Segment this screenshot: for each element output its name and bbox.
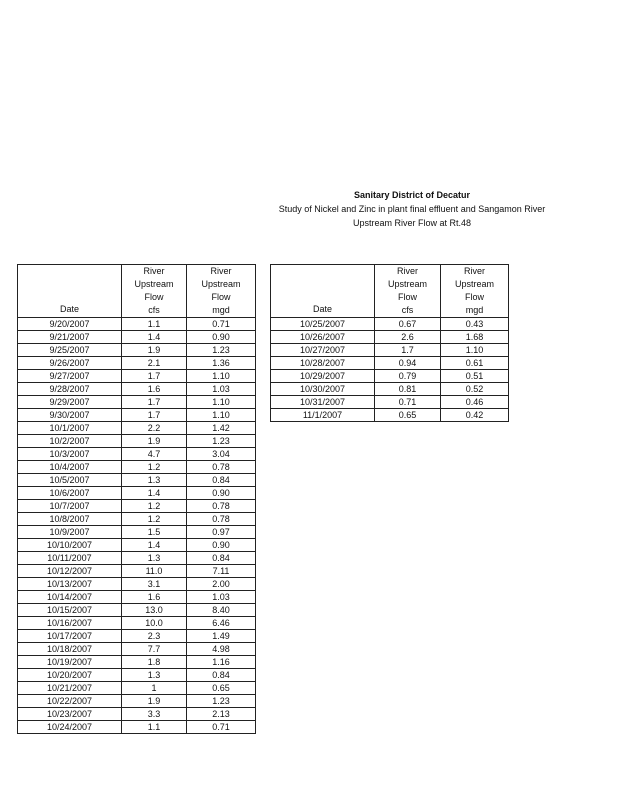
- cfs-cell: 3.1: [122, 578, 187, 591]
- cfs-column-header: [375, 265, 441, 318]
- mgd-cell: 7.11: [187, 565, 256, 578]
- mgd-cell: 0.78: [187, 461, 256, 474]
- cfs-column-header: [122, 265, 187, 318]
- date-cell: 9/21/2007: [18, 331, 122, 344]
- date-cell: 9/29/2007: [18, 396, 122, 409]
- mgd-column-header: [187, 265, 256, 318]
- header-line: Upstream: [387, 279, 427, 289]
- date-cell: 9/27/2007: [18, 370, 122, 383]
- date-cell: 10/2/2007: [18, 435, 122, 448]
- date-cell: 10/4/2007: [18, 461, 122, 474]
- date-cell: 10/10/2007: [18, 539, 122, 552]
- date-cell: 10/25/2007: [271, 318, 375, 331]
- cfs-cell: 1.3: [122, 552, 187, 565]
- cfs-cell: 1.3: [122, 474, 187, 487]
- date-cell: 10/8/2007: [18, 513, 122, 526]
- mgd-cell: 0.51: [441, 370, 509, 383]
- mgd-cell: 1.42: [187, 422, 256, 435]
- date-cell: 10/15/2007: [18, 604, 122, 617]
- table-row: [18, 630, 256, 643]
- mgd-cell: 0.84: [187, 474, 256, 487]
- table-row: [18, 656, 256, 669]
- header-line: River: [143, 266, 165, 276]
- date-cell: 9/26/2007: [18, 357, 122, 370]
- date-cell: 10/21/2007: [18, 682, 122, 695]
- date-cell: 10/11/2007: [18, 552, 122, 565]
- header-line: Flow: [211, 292, 231, 302]
- date-cell: 10/20/2007: [18, 669, 122, 682]
- mgd-cell: 0.90: [187, 331, 256, 344]
- cfs-cell: 0.79: [375, 370, 441, 383]
- table-row: [18, 422, 256, 435]
- table-row: [271, 357, 509, 370]
- report-header: [262, 188, 562, 230]
- report-subtitle: Study of Nickel and Zinc in plant final effluent and Sangamon River: [278, 204, 546, 214]
- mgd-cell: 1.10: [187, 409, 256, 422]
- table-row: [18, 435, 256, 448]
- cfs-cell: 1.7: [122, 370, 187, 383]
- date-cell: 10/24/2007: [18, 721, 122, 734]
- flow-table-right: [270, 264, 509, 422]
- mgd-column-header: [441, 265, 509, 318]
- cfs-cell: 1.7: [122, 396, 187, 409]
- mgd-cell: 1.03: [187, 383, 256, 396]
- header-line: Upstream: [134, 279, 174, 289]
- mgd-cell: 0.97: [187, 526, 256, 539]
- cfs-cell: 4.7: [122, 448, 187, 461]
- mgd-cell: 0.43: [441, 318, 509, 331]
- table-row: [18, 708, 256, 721]
- table-row: [18, 409, 256, 422]
- date-cell: 10/18/2007: [18, 643, 122, 656]
- date-cell: 9/30/2007: [18, 409, 122, 422]
- table-row: [18, 344, 256, 357]
- table-header-row: [271, 265, 509, 318]
- date-cell: 9/25/2007: [18, 344, 122, 357]
- table-row: [271, 318, 509, 331]
- cfs-cell: 1.3: [122, 669, 187, 682]
- date-cell: 10/27/2007: [271, 344, 375, 357]
- mgd-cell: 0.84: [187, 669, 256, 682]
- table-row: [18, 318, 256, 331]
- mgd-cell: 8.40: [187, 604, 256, 617]
- date-cell: 10/19/2007: [18, 656, 122, 669]
- table-row: [18, 513, 256, 526]
- header-line: Flow: [144, 292, 164, 302]
- cfs-cell: 1.6: [122, 383, 187, 396]
- cfs-cell: 0.94: [375, 357, 441, 370]
- cfs-cell: 1.8: [122, 656, 187, 669]
- table-row: [18, 721, 256, 734]
- table-row: [18, 474, 256, 487]
- date-cell: 10/6/2007: [18, 487, 122, 500]
- cfs-cell: 1.4: [122, 487, 187, 500]
- cfs-cell: 1.4: [122, 539, 187, 552]
- flow-table-left: [17, 264, 256, 734]
- cfs-cell: 0.81: [375, 383, 441, 396]
- date-cell: 9/28/2007: [18, 383, 122, 396]
- mgd-cell: 1.23: [187, 695, 256, 708]
- header-line: cfs: [148, 305, 160, 315]
- cfs-cell: 2.2: [122, 422, 187, 435]
- date-cell: 10/1/2007: [18, 422, 122, 435]
- cfs-cell: 2.3: [122, 630, 187, 643]
- mgd-cell: 0.42: [441, 409, 509, 422]
- table-row: [18, 448, 256, 461]
- table-row: [271, 409, 509, 422]
- mgd-cell: 1.49: [187, 630, 256, 643]
- mgd-cell: 3.04: [187, 448, 256, 461]
- cfs-cell: 0.67: [375, 318, 441, 331]
- mgd-cell: 0.90: [187, 539, 256, 552]
- cfs-cell: 1.9: [122, 344, 187, 357]
- table-row: [18, 695, 256, 708]
- cfs-cell: 2.1: [122, 357, 187, 370]
- date-cell: 10/12/2007: [18, 565, 122, 578]
- table-row: [18, 357, 256, 370]
- table-row: [271, 383, 509, 396]
- cfs-cell: 1.2: [122, 513, 187, 526]
- mgd-cell: 0.71: [187, 721, 256, 734]
- date-cell: 9/20/2007: [18, 318, 122, 331]
- date-cell: 10/28/2007: [271, 357, 375, 370]
- table-body-right: [271, 318, 509, 422]
- table-row: [18, 604, 256, 617]
- date-cell: 11/1/2007: [271, 409, 375, 422]
- cfs-cell: 1.7: [375, 344, 441, 357]
- cfs-cell: 1.2: [122, 461, 187, 474]
- table-row: [18, 370, 256, 383]
- table-row: [18, 552, 256, 565]
- date-cell: 10/22/2007: [18, 695, 122, 708]
- table-row: [18, 461, 256, 474]
- mgd-cell: 4.98: [187, 643, 256, 656]
- header-line: River: [210, 266, 232, 276]
- date-column-header: Date: [18, 265, 122, 318]
- cfs-cell: 13.0: [122, 604, 187, 617]
- header-line: Flow: [464, 292, 484, 302]
- cfs-cell: 1.6: [122, 591, 187, 604]
- header-line: cfs: [401, 305, 414, 315]
- table-row: [271, 344, 509, 357]
- mgd-cell: 0.52: [441, 383, 509, 396]
- table-row: [18, 396, 256, 409]
- date-cell: 10/3/2007: [18, 448, 122, 461]
- cfs-cell: 1.9: [122, 435, 187, 448]
- mgd-cell: 1.23: [187, 435, 256, 448]
- mgd-cell: 0.71: [187, 318, 256, 331]
- mgd-cell: 0.78: [187, 500, 256, 513]
- date-cell: 10/14/2007: [18, 591, 122, 604]
- cfs-cell: 1.9: [122, 695, 187, 708]
- date-cell: 10/7/2007: [18, 500, 122, 513]
- date-cell: 10/26/2007: [271, 331, 375, 344]
- table-row: [18, 643, 256, 656]
- mgd-cell: 2.13: [187, 708, 256, 721]
- mgd-cell: 2.00: [187, 578, 256, 591]
- table-header-row: [18, 265, 256, 318]
- report-subtitle-2: Upstream River Flow at Rt.48: [352, 218, 472, 228]
- table-row: [271, 396, 509, 409]
- cfs-cell: 11.0: [122, 565, 187, 578]
- date-cell: 10/16/2007: [18, 617, 122, 630]
- mgd-cell: 6.46: [187, 617, 256, 630]
- date-cell: 10/9/2007: [18, 526, 122, 539]
- table-row: [18, 383, 256, 396]
- table-row: [18, 682, 256, 695]
- mgd-cell: 0.90: [187, 487, 256, 500]
- table-row: [18, 591, 256, 604]
- mgd-cell: 1.23: [187, 344, 256, 357]
- date-cell: 10/29/2007: [271, 370, 375, 383]
- cfs-cell: 10.0: [122, 617, 187, 630]
- cfs-cell: 1.1: [122, 721, 187, 734]
- mgd-cell: 1.68: [441, 331, 509, 344]
- cfs-cell: 0.65: [375, 409, 441, 422]
- mgd-cell: 1.10: [187, 396, 256, 409]
- table-row: [18, 669, 256, 682]
- date-cell: 10/31/2007: [271, 396, 375, 409]
- date-cell: 10/23/2007: [18, 708, 122, 721]
- cfs-cell: 0.71: [375, 396, 441, 409]
- date-cell: 10/13/2007: [18, 578, 122, 591]
- table-row: [18, 331, 256, 344]
- mgd-cell: 1.36: [187, 357, 256, 370]
- table-row: [18, 578, 256, 591]
- table-row: [271, 370, 509, 383]
- header-line: Upstream: [201, 279, 241, 289]
- date-cell: 10/30/2007: [271, 383, 375, 396]
- cfs-cell: 7.7: [122, 643, 187, 656]
- table-row: [18, 500, 256, 513]
- mgd-cell: 1.10: [187, 370, 256, 383]
- date-column-header: Date: [271, 265, 375, 318]
- cfs-cell: 1.2: [122, 500, 187, 513]
- table-row: [18, 487, 256, 500]
- cfs-cell: 1.4: [122, 331, 187, 344]
- header-line: mgd: [465, 305, 484, 315]
- mgd-cell: 0.61: [441, 357, 509, 370]
- cfs-cell: 2.6: [375, 331, 441, 344]
- table-row: [18, 617, 256, 630]
- header-line: Upstream: [454, 279, 494, 289]
- cfs-cell: 1.1: [122, 318, 187, 331]
- header-line: River: [396, 266, 418, 276]
- mgd-cell: 0.78: [187, 513, 256, 526]
- header-line: River: [463, 266, 485, 276]
- mgd-cell: 1.16: [187, 656, 256, 669]
- report-title: Sanitary District of Decatur: [353, 190, 471, 200]
- table-row: [18, 526, 256, 539]
- header-line: mgd: [212, 305, 230, 315]
- cfs-cell: 3.3: [122, 708, 187, 721]
- date-cell: 10/17/2007: [18, 630, 122, 643]
- mgd-cell: 0.65: [187, 682, 256, 695]
- table-body-left: [18, 318, 256, 734]
- cfs-cell: 1.5: [122, 526, 187, 539]
- mgd-cell: 1.10: [441, 344, 509, 357]
- mgd-cell: 0.46: [441, 396, 509, 409]
- cfs-cell: 1: [122, 682, 187, 695]
- table-row: [18, 565, 256, 578]
- cfs-cell: 1.7: [122, 409, 187, 422]
- date-cell: 10/5/2007: [18, 474, 122, 487]
- table-row: [271, 331, 509, 344]
- mgd-cell: 1.03: [187, 591, 256, 604]
- header-line: Flow: [397, 292, 417, 302]
- table-row: [18, 539, 256, 552]
- mgd-cell: 0.84: [187, 552, 256, 565]
